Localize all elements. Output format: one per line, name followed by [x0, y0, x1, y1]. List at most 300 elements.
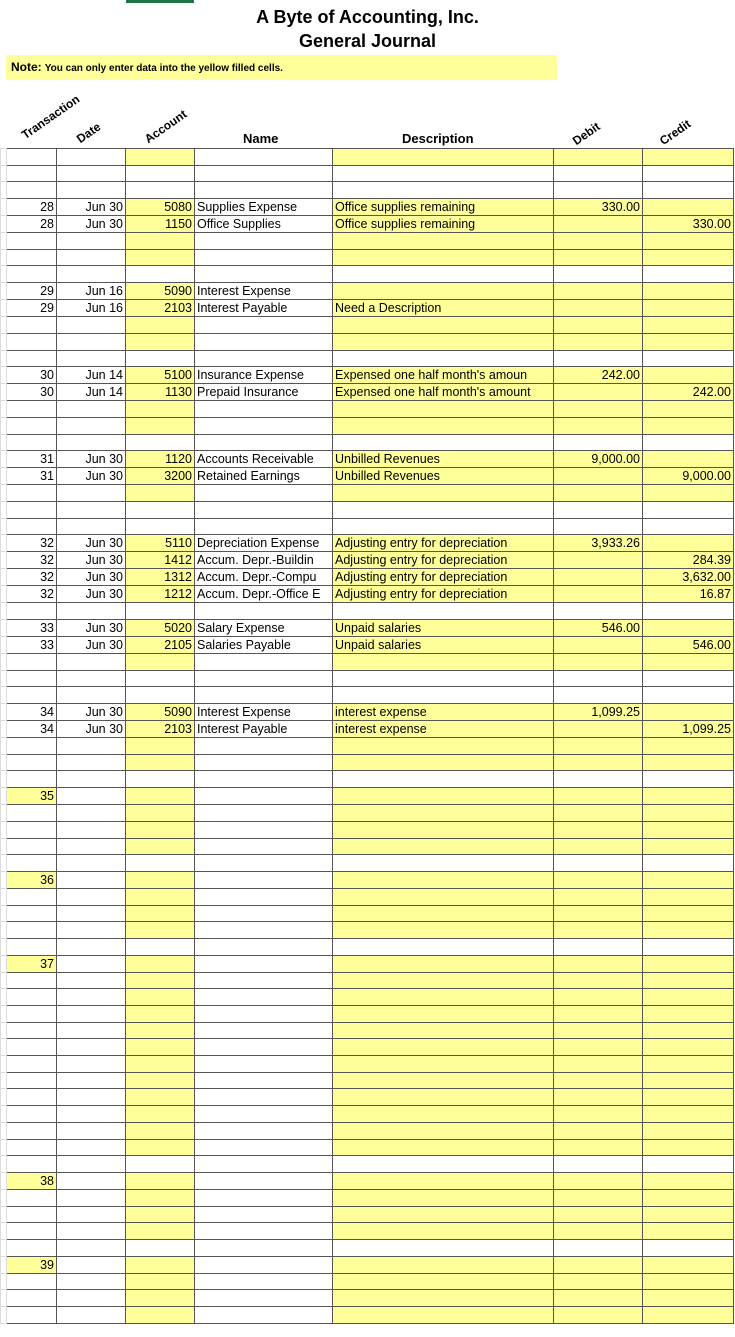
cell-name[interactable]: Depreciation Expense — [195, 535, 333, 552]
cell-description[interactable] — [333, 1056, 554, 1073]
cell-description[interactable] — [333, 1206, 554, 1223]
cell-credit[interactable] — [643, 1039, 734, 1056]
cell-description[interactable] — [333, 165, 554, 182]
cell-description[interactable]: Need a Description — [333, 300, 554, 317]
cell-description[interactable] — [333, 1307, 554, 1324]
cell-transaction[interactable] — [7, 485, 57, 502]
cell-date[interactable] — [57, 771, 126, 788]
cell-transaction[interactable] — [7, 266, 57, 283]
cell-date[interactable] — [57, 654, 126, 671]
cell-description[interactable] — [333, 922, 554, 939]
cell-transaction[interactable] — [7, 738, 57, 755]
cell-credit[interactable]: 9,000.00 — [643, 468, 734, 485]
cell-date[interactable] — [57, 922, 126, 939]
cell-description[interactable] — [333, 1072, 554, 1089]
cell-credit[interactable] — [643, 738, 734, 755]
cell-transaction[interactable]: 36 — [7, 871, 57, 888]
cell-account[interactable] — [126, 687, 195, 704]
cell-date[interactable] — [57, 1189, 126, 1206]
cell-account[interactable] — [126, 1273, 195, 1290]
cell-name[interactable] — [195, 1290, 333, 1307]
cell-account[interactable] — [126, 603, 195, 620]
cell-credit[interactable] — [643, 771, 734, 788]
cell-transaction[interactable] — [7, 771, 57, 788]
cell-name[interactable] — [195, 938, 333, 955]
cell-debit[interactable]: 3,933.26 — [554, 535, 643, 552]
cell-debit[interactable] — [554, 821, 643, 838]
cell-description[interactable] — [333, 1006, 554, 1023]
cell-description[interactable] — [333, 1189, 554, 1206]
cell-name[interactable] — [195, 805, 333, 822]
cell-description[interactable]: interest expense — [333, 721, 554, 738]
cell-debit[interactable] — [554, 738, 643, 755]
cell-name[interactable] — [195, 989, 333, 1006]
cell-name[interactable] — [195, 1307, 333, 1324]
cell-description[interactable] — [333, 485, 554, 502]
cell-transaction[interactable]: 32 — [7, 552, 57, 569]
cell-name[interactable] — [195, 972, 333, 989]
cell-debit[interactable]: 9,000.00 — [554, 451, 643, 468]
cell-account[interactable] — [126, 855, 195, 872]
cell-date[interactable] — [57, 501, 126, 518]
cell-description[interactable] — [333, 871, 554, 888]
cell-description[interactable] — [333, 1106, 554, 1123]
cell-transaction[interactable]: 32 — [7, 586, 57, 603]
cell-name[interactable]: Interest Payable — [195, 721, 333, 738]
cell-account[interactable] — [126, 1039, 195, 1056]
cell-credit[interactable] — [643, 501, 734, 518]
cell-description[interactable]: Adjusting entry for depreciation — [333, 535, 554, 552]
cell-description[interactable] — [333, 738, 554, 755]
cell-date[interactable] — [57, 249, 126, 266]
cell-name[interactable] — [195, 1156, 333, 1173]
cell-transaction[interactable] — [7, 333, 57, 350]
cell-transaction[interactable]: 30 — [7, 384, 57, 401]
cell-description[interactable] — [333, 266, 554, 283]
cell-account[interactable] — [126, 182, 195, 199]
cell-account[interactable] — [126, 771, 195, 788]
cell-debit[interactable] — [554, 350, 643, 367]
cell-transaction[interactable] — [7, 1206, 57, 1223]
cell-account[interactable] — [126, 333, 195, 350]
cell-description[interactable] — [333, 754, 554, 771]
cell-account[interactable] — [126, 1089, 195, 1106]
cell-credit[interactable]: 1,099.25 — [643, 721, 734, 738]
cell-credit[interactable]: 330.00 — [643, 216, 734, 233]
cell-credit[interactable] — [643, 1273, 734, 1290]
cell-transaction[interactable]: 32 — [7, 569, 57, 586]
cell-account[interactable] — [126, 738, 195, 755]
cell-account[interactable] — [126, 955, 195, 972]
cell-transaction[interactable] — [7, 1307, 57, 1324]
cell-transaction[interactable] — [7, 1006, 57, 1023]
cell-account[interactable] — [126, 233, 195, 250]
cell-description[interactable]: Unbilled Revenues — [333, 468, 554, 485]
cell-credit[interactable] — [643, 417, 734, 434]
cell-debit[interactable] — [554, 989, 643, 1006]
header-debit[interactable]: Debit — [569, 119, 603, 148]
cell-transaction[interactable] — [7, 938, 57, 955]
cell-account[interactable] — [126, 1122, 195, 1139]
cell-transaction[interactable] — [7, 233, 57, 250]
cell-account[interactable] — [126, 485, 195, 502]
cell-account[interactable]: 1130 — [126, 384, 195, 401]
cell-debit[interactable] — [554, 468, 643, 485]
cell-credit[interactable]: 242.00 — [643, 384, 734, 401]
cell-transaction[interactable] — [7, 603, 57, 620]
cell-name[interactable] — [195, 165, 333, 182]
cell-transaction[interactable] — [7, 838, 57, 855]
cell-description[interactable] — [333, 1172, 554, 1189]
cell-date[interactable] — [57, 1290, 126, 1307]
cell-debit[interactable] — [554, 266, 643, 283]
cell-date[interactable] — [57, 1223, 126, 1240]
cell-transaction[interactable] — [7, 1022, 57, 1039]
cell-debit[interactable] — [554, 333, 643, 350]
cell-date[interactable]: Jun 30 — [57, 721, 126, 738]
cell-description[interactable] — [333, 401, 554, 418]
cell-description[interactable] — [333, 972, 554, 989]
cell-description[interactable]: interest expense — [333, 704, 554, 721]
cell-credit[interactable] — [643, 1156, 734, 1173]
cell-transaction[interactable]: 33 — [7, 637, 57, 654]
cell-debit[interactable] — [554, 972, 643, 989]
cell-date[interactable] — [57, 972, 126, 989]
cell-transaction[interactable] — [7, 670, 57, 687]
cell-date[interactable] — [57, 417, 126, 434]
cell-debit[interactable] — [554, 1307, 643, 1324]
cell-date[interactable] — [57, 989, 126, 1006]
cell-account[interactable]: 1120 — [126, 451, 195, 468]
cell-name[interactable] — [195, 1139, 333, 1156]
cell-account[interactable] — [126, 1106, 195, 1123]
cell-description[interactable] — [333, 1273, 554, 1290]
cell-account[interactable] — [126, 317, 195, 334]
cell-description[interactable]: Adjusting entry for depreciation — [333, 586, 554, 603]
cell-debit[interactable] — [554, 1223, 643, 1240]
cell-date[interactable] — [57, 938, 126, 955]
cell-date[interactable] — [57, 1206, 126, 1223]
cell-transaction[interactable] — [7, 1223, 57, 1240]
cell-transaction[interactable]: 29 — [7, 300, 57, 317]
cell-name[interactable]: Prepaid Insurance — [195, 384, 333, 401]
cell-description[interactable] — [333, 670, 554, 687]
cell-date[interactable] — [57, 1256, 126, 1273]
cell-credit[interactable] — [643, 1122, 734, 1139]
cell-credit[interactable] — [643, 1139, 734, 1156]
cell-debit[interactable] — [554, 838, 643, 855]
cell-credit[interactable] — [643, 535, 734, 552]
cell-description[interactable] — [333, 350, 554, 367]
cell-description[interactable] — [333, 317, 554, 334]
cell-debit[interactable]: 242.00 — [554, 367, 643, 384]
cell-credit[interactable] — [643, 283, 734, 300]
cell-name[interactable] — [195, 905, 333, 922]
cell-account[interactable]: 5090 — [126, 283, 195, 300]
header-transaction[interactable]: Transaction — [18, 91, 83, 142]
cell-description[interactable] — [333, 1156, 554, 1173]
cell-account[interactable]: 3200 — [126, 468, 195, 485]
cell-transaction[interactable] — [7, 434, 57, 451]
cell-credit[interactable] — [643, 670, 734, 687]
cell-account[interactable] — [126, 1290, 195, 1307]
cell-date[interactable] — [57, 888, 126, 905]
cell-transaction[interactable] — [7, 805, 57, 822]
cell-debit[interactable] — [554, 384, 643, 401]
cell-debit[interactable] — [554, 586, 643, 603]
cell-credit[interactable] — [643, 1206, 734, 1223]
cell-date[interactable] — [57, 317, 126, 334]
cell-description[interactable] — [333, 1256, 554, 1273]
cell-credit[interactable] — [643, 350, 734, 367]
cell-debit[interactable] — [554, 401, 643, 418]
cell-debit[interactable] — [554, 754, 643, 771]
cell-name[interactable] — [195, 249, 333, 266]
cell-debit[interactable] — [554, 434, 643, 451]
cell-transaction[interactable]: 31 — [7, 468, 57, 485]
cell-credit[interactable] — [643, 1172, 734, 1189]
header-account[interactable]: Account — [141, 107, 190, 146]
cell-date[interactable] — [57, 1273, 126, 1290]
cell-description[interactable] — [333, 771, 554, 788]
cell-description[interactable] — [333, 233, 554, 250]
cell-account[interactable] — [126, 1139, 195, 1156]
cell-date[interactable]: Jun 16 — [57, 283, 126, 300]
cell-credit[interactable] — [643, 922, 734, 939]
cell-account[interactable] — [126, 905, 195, 922]
cell-account[interactable] — [126, 788, 195, 805]
cell-date[interactable]: Jun 30 — [57, 569, 126, 586]
cell-account[interactable] — [126, 821, 195, 838]
cell-name[interactable] — [195, 1056, 333, 1073]
cell-description[interactable] — [333, 1039, 554, 1056]
cell-description[interactable]: Office supplies remaining — [333, 216, 554, 233]
cell-description[interactable]: Unpaid salaries — [333, 620, 554, 637]
cell-account[interactable] — [126, 1206, 195, 1223]
cell-date[interactable]: Jun 30 — [57, 620, 126, 637]
cell-name[interactable] — [195, 1089, 333, 1106]
cell-name[interactable] — [195, 1206, 333, 1223]
cell-date[interactable] — [57, 1006, 126, 1023]
cell-credit[interactable] — [643, 888, 734, 905]
cell-date[interactable] — [57, 1089, 126, 1106]
cell-name[interactable] — [195, 1189, 333, 1206]
cell-debit[interactable] — [554, 1189, 643, 1206]
cell-transaction[interactable]: 30 — [7, 367, 57, 384]
cell-name[interactable]: Accum. Depr.-Buildin — [195, 552, 333, 569]
cell-transaction[interactable]: 37 — [7, 955, 57, 972]
cell-description[interactable] — [333, 417, 554, 434]
cell-debit[interactable] — [554, 1156, 643, 1173]
cell-date[interactable] — [57, 1022, 126, 1039]
cell-credit[interactable] — [643, 1056, 734, 1073]
cell-transaction[interactable] — [7, 165, 57, 182]
cell-debit[interactable]: 1,099.25 — [554, 704, 643, 721]
cell-credit[interactable] — [643, 838, 734, 855]
cell-description[interactable]: Expensed one half month's amount — [333, 384, 554, 401]
cell-description[interactable] — [333, 1022, 554, 1039]
cell-account[interactable] — [126, 972, 195, 989]
cell-debit[interactable] — [554, 788, 643, 805]
cell-description[interactable] — [333, 905, 554, 922]
cell-debit[interactable] — [554, 1256, 643, 1273]
cell-debit[interactable] — [554, 1206, 643, 1223]
header-description[interactable]: Description — [402, 131, 474, 146]
cell-account[interactable] — [126, 1056, 195, 1073]
cell-transaction[interactable]: 28 — [7, 216, 57, 233]
cell-description[interactable] — [333, 1290, 554, 1307]
cell-debit[interactable] — [554, 1139, 643, 1156]
cell-name[interactable] — [195, 485, 333, 502]
cell-description[interactable]: Unbilled Revenues — [333, 451, 554, 468]
cell-debit[interactable] — [554, 485, 643, 502]
cell-date[interactable] — [57, 603, 126, 620]
cell-debit[interactable] — [554, 871, 643, 888]
cell-name[interactable] — [195, 788, 333, 805]
cell-transaction[interactable] — [7, 401, 57, 418]
cell-credit[interactable] — [643, 1006, 734, 1023]
cell-name[interactable] — [195, 1122, 333, 1139]
cell-description[interactable] — [333, 518, 554, 535]
cell-debit[interactable] — [554, 654, 643, 671]
cell-description[interactable] — [333, 838, 554, 855]
cell-description[interactable]: Expensed one half month's amoun — [333, 367, 554, 384]
cell-debit[interactable] — [554, 670, 643, 687]
cell-name[interactable] — [195, 1256, 333, 1273]
cell-description[interactable] — [333, 249, 554, 266]
cell-account[interactable] — [126, 654, 195, 671]
cell-transaction[interactable] — [7, 1189, 57, 1206]
cell-debit[interactable] — [554, 1022, 643, 1039]
cell-account[interactable]: 1150 — [126, 216, 195, 233]
cell-name[interactable]: Salary Expense — [195, 620, 333, 637]
cell-credit[interactable] — [643, 1290, 734, 1307]
cell-debit[interactable] — [554, 687, 643, 704]
header-credit[interactable]: Credit — [656, 116, 694, 148]
cell-debit[interactable] — [554, 1089, 643, 1106]
cell-date[interactable] — [57, 805, 126, 822]
cell-account[interactable] — [126, 1256, 195, 1273]
cell-credit[interactable] — [643, 182, 734, 199]
cell-name[interactable] — [195, 518, 333, 535]
cell-date[interactable] — [57, 165, 126, 182]
cell-credit[interactable] — [643, 367, 734, 384]
cell-date[interactable] — [57, 687, 126, 704]
cell-date[interactable] — [57, 149, 126, 166]
cell-credit[interactable] — [643, 972, 734, 989]
cell-account[interactable] — [126, 401, 195, 418]
cell-transaction[interactable] — [7, 1106, 57, 1123]
cell-name[interactable] — [195, 654, 333, 671]
cell-transaction[interactable]: 34 — [7, 704, 57, 721]
cell-date[interactable]: Jun 30 — [57, 451, 126, 468]
cell-name[interactable] — [195, 317, 333, 334]
cell-description[interactable] — [333, 855, 554, 872]
cell-date[interactable] — [57, 350, 126, 367]
cell-transaction[interactable] — [7, 989, 57, 1006]
cell-credit[interactable]: 16.87 — [643, 586, 734, 603]
cell-description[interactable] — [333, 283, 554, 300]
cell-name[interactable] — [195, 501, 333, 518]
cell-date[interactable] — [57, 871, 126, 888]
cell-credit[interactable] — [643, 905, 734, 922]
header-date[interactable]: Date — [73, 119, 104, 146]
cell-date[interactable] — [57, 855, 126, 872]
cell-transaction[interactable] — [7, 249, 57, 266]
cell-debit[interactable] — [554, 552, 643, 569]
cell-debit[interactable] — [554, 501, 643, 518]
cell-date[interactable] — [57, 1307, 126, 1324]
cell-debit[interactable] — [554, 317, 643, 334]
cell-transaction[interactable]: 31 — [7, 451, 57, 468]
cell-date[interactable] — [57, 1156, 126, 1173]
cell-credit[interactable] — [643, 871, 734, 888]
cell-credit[interactable] — [643, 1223, 734, 1240]
cell-debit[interactable] — [554, 233, 643, 250]
cell-transaction[interactable] — [7, 1139, 57, 1156]
cell-date[interactable] — [57, 1106, 126, 1123]
cell-description[interactable] — [333, 687, 554, 704]
cell-credit[interactable] — [643, 1089, 734, 1106]
cell-name[interactable] — [195, 670, 333, 687]
cell-account[interactable] — [126, 1189, 195, 1206]
cell-name[interactable] — [195, 350, 333, 367]
cell-account[interactable] — [126, 1307, 195, 1324]
cell-account[interactable] — [126, 266, 195, 283]
cell-account[interactable] — [126, 922, 195, 939]
cell-credit[interactable] — [643, 266, 734, 283]
cell-date[interactable] — [57, 754, 126, 771]
cell-transaction[interactable]: 32 — [7, 535, 57, 552]
cell-date[interactable]: Jun 30 — [57, 552, 126, 569]
cell-credit[interactable] — [643, 333, 734, 350]
cell-name[interactable] — [195, 821, 333, 838]
cell-name[interactable]: Interest Expense — [195, 283, 333, 300]
cell-credit[interactable] — [643, 821, 734, 838]
cell-transaction[interactable] — [7, 317, 57, 334]
cell-name[interactable] — [195, 1006, 333, 1023]
cell-account[interactable]: 5090 — [126, 704, 195, 721]
cell-debit[interactable] — [554, 300, 643, 317]
cell-transaction[interactable] — [7, 518, 57, 535]
cell-account[interactable]: 2103 — [126, 721, 195, 738]
cell-date[interactable] — [57, 434, 126, 451]
cell-description[interactable] — [333, 989, 554, 1006]
cell-account[interactable]: 2105 — [126, 637, 195, 654]
cell-date[interactable] — [57, 838, 126, 855]
cell-account[interactable] — [126, 670, 195, 687]
cell-debit[interactable] — [554, 938, 643, 955]
cell-transaction[interactable] — [7, 350, 57, 367]
cell-account[interactable] — [126, 1172, 195, 1189]
cell-description[interactable] — [333, 434, 554, 451]
cell-credit[interactable] — [643, 199, 734, 216]
cell-date[interactable]: Jun 30 — [57, 535, 126, 552]
cell-account[interactable] — [126, 1239, 195, 1256]
cell-debit[interactable] — [554, 1006, 643, 1023]
cell-credit[interactable] — [643, 1189, 734, 1206]
cell-transaction[interactable] — [7, 855, 57, 872]
cell-name[interactable] — [195, 1273, 333, 1290]
cell-name[interactable] — [195, 754, 333, 771]
cell-transaction[interactable] — [7, 1072, 57, 1089]
cell-debit[interactable] — [554, 1056, 643, 1073]
cell-credit[interactable] — [643, 434, 734, 451]
cell-name[interactable] — [195, 149, 333, 166]
cell-date[interactable]: Jun 14 — [57, 384, 126, 401]
cell-account[interactable]: 5020 — [126, 620, 195, 637]
cell-date[interactable] — [57, 738, 126, 755]
